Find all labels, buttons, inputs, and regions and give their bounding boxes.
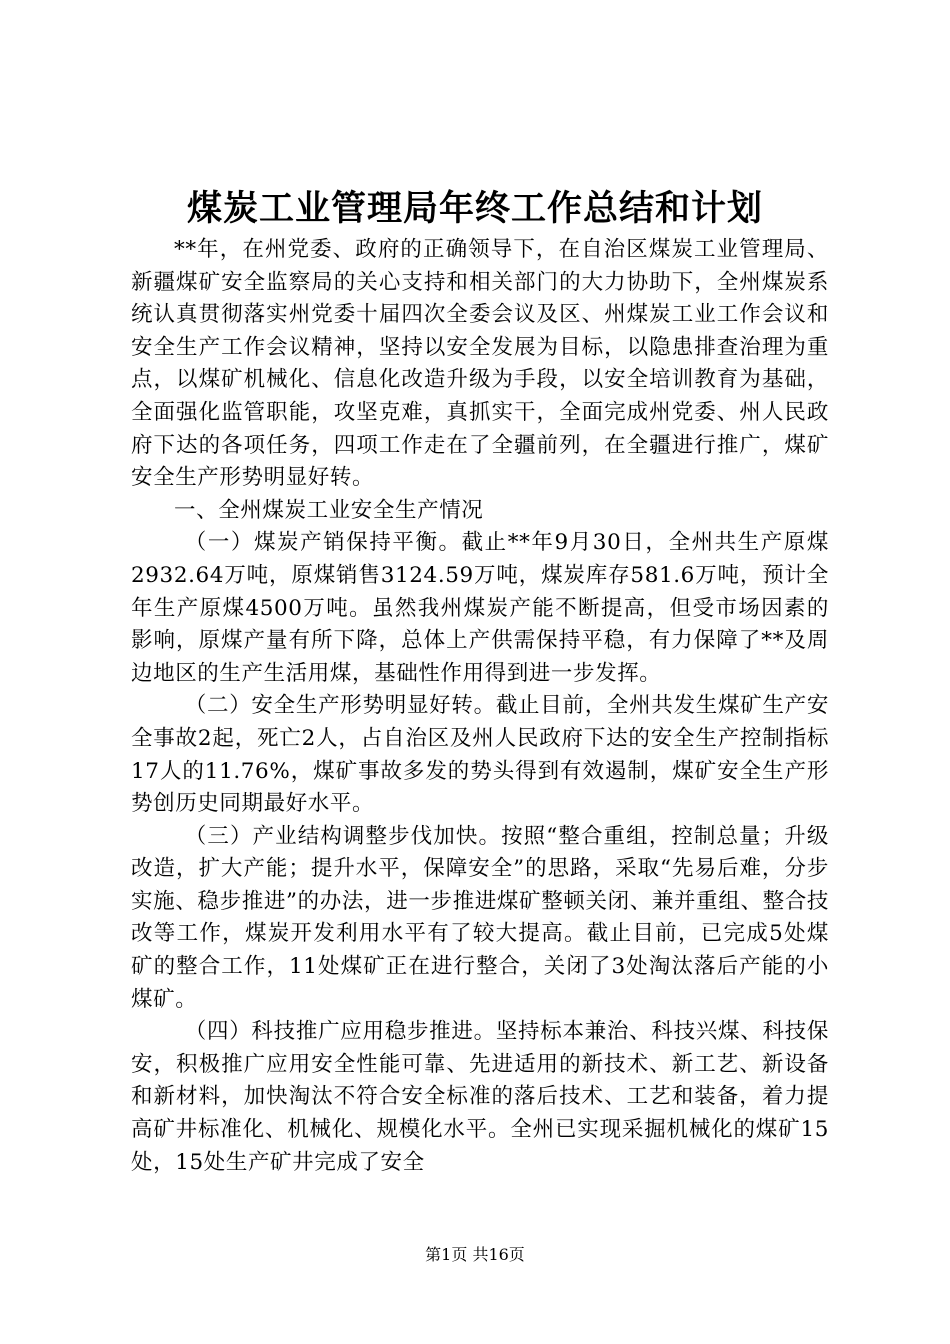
- document-body: [131, 234, 829, 1179]
- paragraph-structure-adjustment: （三）产业结构调整步伐加快。按照“整合重组，控制总量；升级改造，扩大产能；提升水平，保障安全”的思路，采取“先易后难，分步实施、稳步推进”的办法，进一步推进煤矿整顿关闭、兼并重组、整合技改等工作，煤炭开发利用水平有了较大提高。截止目前，已完成5处煤矿的整合工作，11处煤矿正在进行整合，关闭了3处淘汰落后产能的小煤矿。: [131, 823, 829, 1012]
- paragraph-production-sales: （一）煤炭产销保持平衡。截止**年9月30日，全州共生产原煤2932.64万吨，原煤销售3124.59万吨，煤炭库存581.6万吨，预计全年生产原煤4500万吨。虽然我州煤炭产能不断提高，但受市场因素的影响，原煤产量有所下降，总体上产供需保持平稳，有力保障了**及周边地区的生产生活用煤，基础性作用得到进一步发挥。: [131, 530, 829, 686]
- paragraph-safety-situation: （二）安全生产形势明显好转。截止目前，全州共发生煤矿生产安全事故2起，死亡2人，占自治区及州人民政府下达的安全生产控制指标17人的11.76%，煤矿事故多发的势头得到有效遏制，煤矿安全生产形势创历史同期最好水平。: [131, 693, 829, 817]
- intro-paragraph: **年，在州党委、政府的正确领导下，在自治区煤炭工业管理局、新疆煤矿安全监察局的关心支持和相关部门的大力协助下，全州煤炭系统认真贯彻落实州党委十届四次全委会议及区、州煤炭工业工作会议和安全生产工作会议精神，坚持以安全发展为目标，以隐患排查治理为重点，以煤矿机械化、信息化改造升级为手段，以安全培训教育为基础，全面强化监管职能，攻坚克难，真抓实干，全面完成州党委、州人民政府下达的各项任务，四项工作走在了全疆前列，在全疆进行推广，煤矿安全生产形势明显好转。: [131, 237, 829, 491]
- page-number-footer: 第1页 共16页: [425, 1245, 525, 1264]
- paragraph-technology: （四）科技推广应用稳步推进。坚持标本兼治、科技兴煤、科技保安，积极推广应用安全性能可靠、先进适用的新技术、新工艺、新设备和新材料，加快淘汰不符合安全标准的落后技术、工艺和装备，着力提高矿井标准化、机械化、规模化水平。全州已实现采掘机械化的煤矿15处，15处生产矿井完成了安全: [131, 1019, 829, 1175]
- document-title: 煤炭工业管理局年终工作总结和计划: [186, 188, 763, 229]
- section-heading: 一、全州煤炭工业安全生产情况: [174, 497, 484, 523]
